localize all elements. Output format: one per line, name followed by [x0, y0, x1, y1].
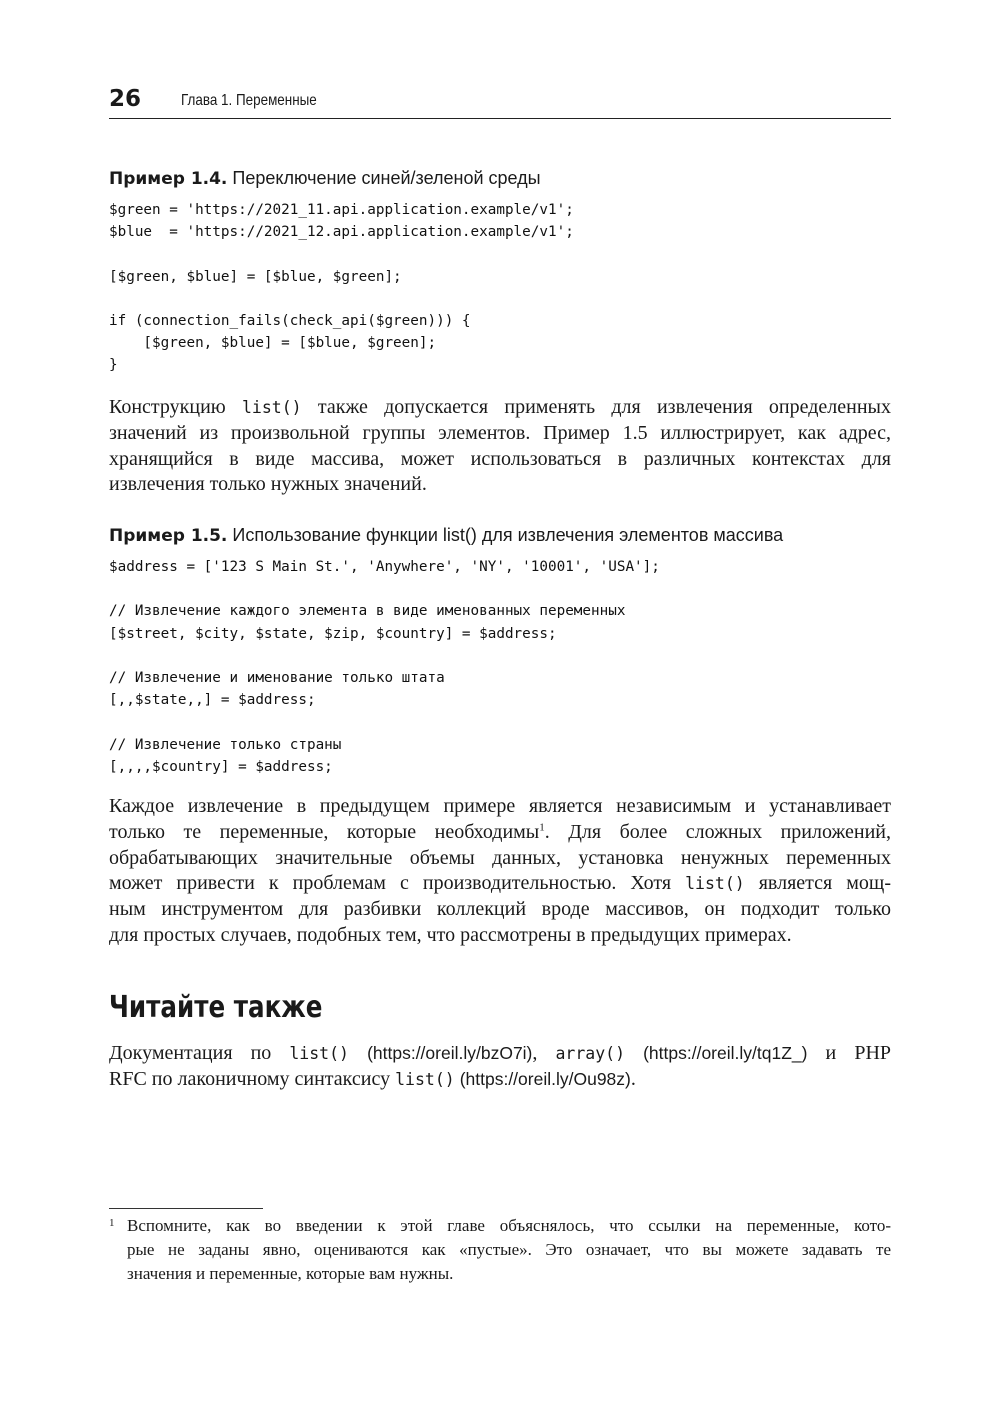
inline-code: array(): [555, 1044, 626, 1063]
code-line: $blue = 'https://2021_12.api.application.example/v1';: [109, 224, 574, 241]
code-line: // Извлечение только страны: [109, 736, 342, 753]
text-line: RFC по лаконичному синтаксису list() (https://oreil.ly/Ou98z).: [109, 1067, 636, 1090]
page-number: 26: [109, 86, 142, 112]
code-line: [109, 288, 574, 310]
text-line: только те переменные, которые необходимы$^1$. Для более сложных приложений,: [109, 820, 892, 843]
example-1-4-title: Переключение синей/зеленой среды: [232, 168, 541, 188]
text-line: извлечения только нужных значений.: [109, 473, 427, 496]
footnote-ref[interactable]: 1: [539, 821, 545, 834]
link-rfc[interactable]: (https://oreil.ly/Ou98z): [459, 1068, 631, 1089]
code-line: [,,,,$country] = $address;: [109, 758, 333, 775]
paragraph-list-usage: [109, 395, 891, 498]
code-line: [$green, $blue] = [$blue, $green];: [109, 268, 402, 285]
code-line: }: [109, 357, 118, 374]
example-1-5-caption: [109, 523, 783, 548]
paragraph-independence: [109, 794, 891, 949]
chapter-title: Глава 1. Переменные: [181, 92, 317, 109]
link-list-docs[interactable]: (https://oreil.ly/bzO7i): [367, 1043, 533, 1063]
example-1-5-title: Использование функции list() для извлечения элементов массива: [232, 525, 784, 545]
text-line: хранящийся в виде массива, может использоваться в различных контекстах для: [109, 447, 891, 470]
text-line: Конструкцию list() также допускается применять для извлечения определенных: [109, 396, 891, 418]
text-line: Вспомните, как во введении к этой главе объяснялось, что ссылки на переменные, кото-: [127, 1216, 891, 1235]
footnote-body: [127, 1214, 891, 1286]
code-line: [109, 578, 660, 600]
code-listing-1-4: [109, 199, 574, 377]
code-line: [$street, $city, $state, $zip, $country] = $address;: [109, 625, 557, 642]
text-line: Каждое извлечение в предыдущем примере является независимым и устанавливает: [109, 795, 891, 817]
code-line: [109, 711, 660, 733]
running-header: [109, 84, 891, 119]
text-line: обрабатывающих значительные объемы данных, установка ненужных переменных: [109, 846, 891, 869]
code-line: if (connection_fails(check_api($green))) {: [109, 312, 471, 329]
text-line: Документация по list() (https://oreil.ly/bzO7i), array() (https://oreil.ly/tq1Z_) и PHP: [109, 1042, 892, 1064]
link-array-docs[interactable]: (https://oreil.ly/tq1Z_): [643, 1043, 808, 1063]
code-line: [$green, $blue] = [$blue, $green];: [109, 335, 437, 352]
text-line: рые не заданы явно, оцениваются как «пустые». Это означает, что вы можете задавать те: [127, 1240, 891, 1259]
footnote-number: 1: [109, 1217, 115, 1229]
code-listing-1-5: [109, 556, 660, 778]
code-line: [109, 243, 574, 265]
see-also-text: [109, 1041, 891, 1093]
text-line: может привести к проблемам с производительностью. Хотя list() является мощ-: [109, 872, 891, 895]
inline-code: list(): [395, 1069, 455, 1089]
example-1-5-label: Пример 1.5.: [109, 526, 228, 546]
inline-code: list(): [241, 398, 302, 417]
text-line: ным инструментом для разбивки коллекций вроде массивов, он подходит только: [109, 898, 891, 921]
code-line: $green = 'https://2021_11.api.application.example/v1';: [109, 202, 574, 218]
text-line: для простых случаев, подобных тем, что рассмотрены в предыдущих примерах.: [109, 923, 792, 946]
inline-code: list(): [685, 874, 745, 894]
code-line: // Извлечение каждого элемента в виде именованных переменных: [109, 603, 626, 620]
code-line: // Извлечение и именование только штата: [109, 669, 445, 686]
code-line: [,,$state,,] = $address;: [109, 692, 316, 709]
example-1-4-label: Пример 1.4.: [109, 169, 228, 189]
example-1-4-caption: [109, 166, 541, 191]
footnote-divider: [109, 1208, 263, 1209]
text-line: значения и переменные, которые вам нужны.: [127, 1264, 454, 1283]
code-line: [109, 645, 660, 667]
inline-code: list(): [289, 1044, 349, 1063]
section-heading-see-also: Читайте также: [109, 990, 323, 1025]
code-line: $address = ['123 S Main St.', 'Anywhere', 'NY', '10001', 'USA'];: [109, 559, 660, 575]
text-line: значений из произвольной группы элементов. Пример 1.5 иллюстрирует, как адрес,: [109, 421, 891, 444]
